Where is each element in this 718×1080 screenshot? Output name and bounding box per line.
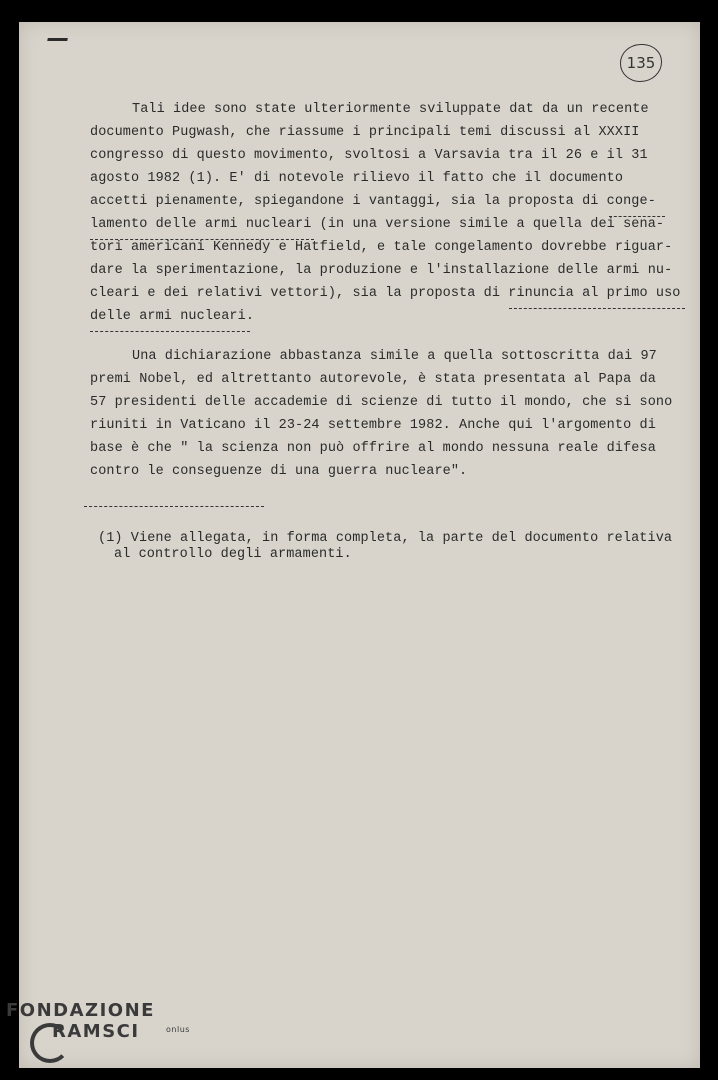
text-line: base è che " la scienza non può offrire al mondo nessuna reale difesa (90, 441, 656, 456)
text-line: cleari e dei relativi vettori), sia la proposta di rinuncia al primo uso (90, 286, 681, 301)
text-line: premi Nobel, ed altrettanto autorevole, è stata presentata al Papa da (90, 372, 656, 387)
text-line: tori americani Kennedy e Hatfield, e tale congelamento dovrebbe riguar- (90, 240, 673, 255)
text-line: Tali idee sono state ulteriormente sviluppate dat da un recente (132, 102, 649, 117)
underline-mark (509, 308, 685, 309)
page-number: 135 (620, 44, 662, 82)
text-line: agosto 1982 (1). E' di notevole rilievo il fatto che il documento (90, 171, 624, 186)
logo-g-mark (30, 1023, 70, 1063)
text-line: congresso di questo movimento, svoltosi a Varsavia tra il 26 e il 31 (90, 148, 648, 163)
fondazione-gramsci-logo (6, 1000, 190, 1043)
corner-mark (46, 38, 68, 47)
text-line: 57 presidenti delle accademie di scienze di tutto il mondo, che si sono (90, 395, 673, 410)
footnote-line: al controllo degli armamenti. (114, 547, 352, 562)
logo-line-2: RAMSCI (52, 1021, 140, 1042)
text-line: lamento delle armi nucleari (in una versione simile a quella dei sena- (90, 217, 665, 232)
text-line: documento Pugwash, che riassume i principali temi discussi al XXXII (90, 125, 640, 140)
text-line: riuniti in Vaticano il 23-24 settembre 1982. Anche qui l'argomento di (90, 418, 656, 433)
document-page (19, 22, 700, 1068)
underline-mark (609, 216, 665, 217)
text-line: accetti pienamente, spiegandone i vantaggi, sia la proposta di conge- (90, 194, 656, 209)
text-line: delle armi nucleari. (90, 309, 255, 324)
footnote-line: (1) Viene allegata, in forma completa, la parte del documento relativa (98, 531, 673, 546)
footnote-separator (84, 506, 264, 507)
underline-mark (90, 331, 250, 332)
text-line: contro le conseguenze di una guerra nucleare". (90, 464, 468, 479)
text-line: Una dichiarazione abbastanza simile a quella sottoscritta dai 97 (132, 349, 657, 364)
logo-subtitle: onlus (166, 1025, 190, 1034)
logo-line-1: FONDAZIONE (6, 1000, 155, 1021)
underline-mark (90, 239, 314, 240)
text-line: dare la sperimentazione, la produzione e l'installazione delle armi nu- (90, 263, 673, 278)
